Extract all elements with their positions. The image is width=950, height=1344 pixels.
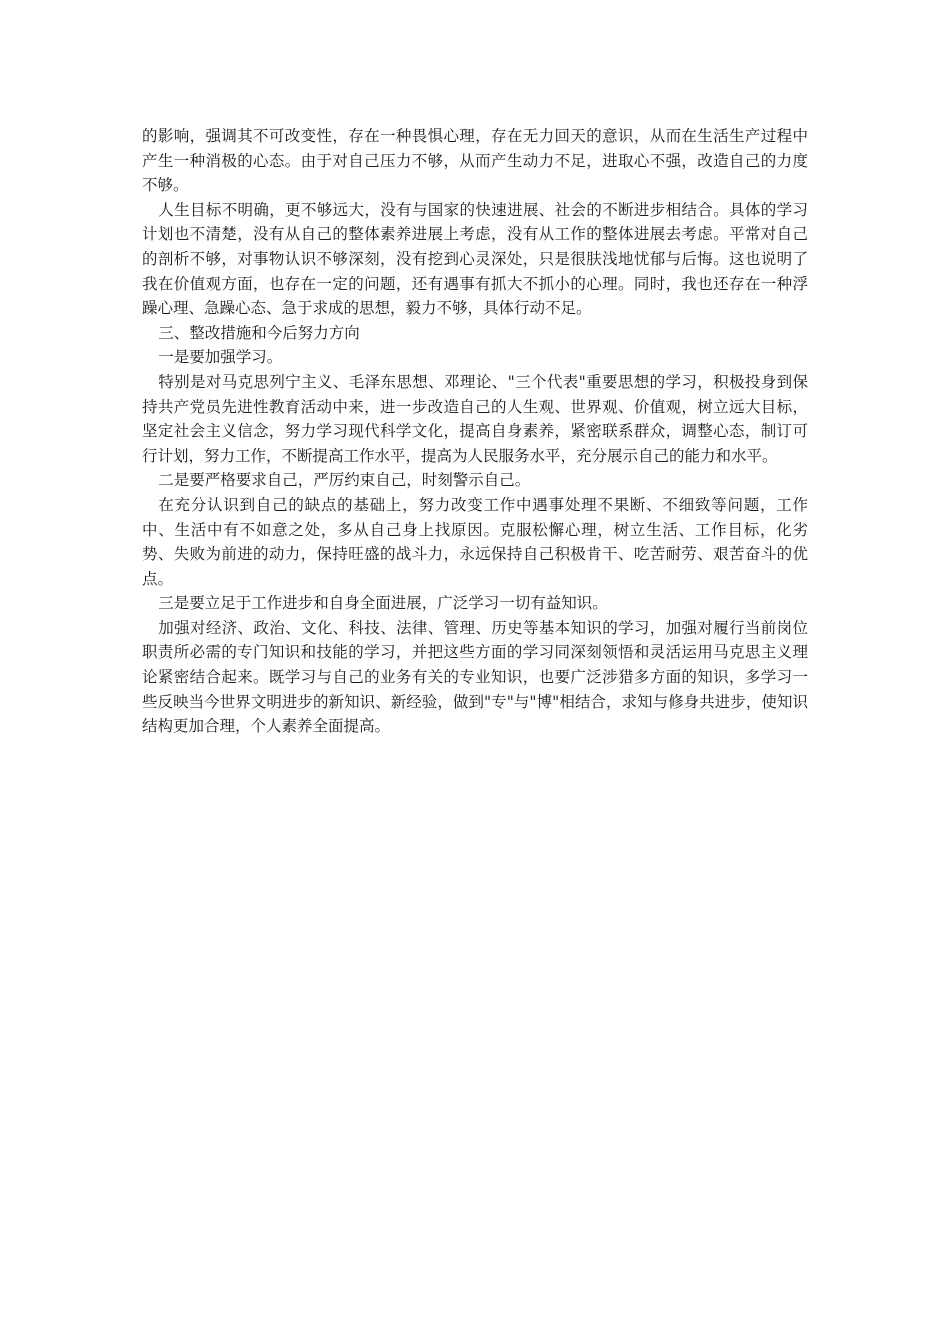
subheading-3: 三是要立足于工作进步和自身全面进展，广泛学习一切有益知识。	[158, 594, 608, 613]
subheading-1: 一是要加强学习。	[158, 348, 283, 367]
paragraph-5: 加强对经济、政治、文化、科技、法律、管理、历史等基本知识的学习，加强对履行当前岗位职责所必需的专门知识和技能的学习，并把这些方面的学习同深刻领悟和灵活运用马克思主义理论紧密结合起来。既学习与自己的业务有关的专业知识，也要广泛涉猎多方面的知识，多学习一些反映当今世界文明进步的新知识、新经验，做到"专"与"博"相结合，求知与修身共进步，使知识结构更加合理，个人素养全面提高。	[142, 618, 808, 736]
subheading-2: 二是要严格要求自己，严厉约束自己，时刻警示自己。	[158, 471, 531, 490]
paragraph-2: 人生目标不明确，更不够远大，没有与国家的快速进展、社会的不断进步相结合。具体的学习计划也不清楚，没有从自己的整体素养进展上考虑，没有从工作的整体进展去考虑。平常对自己的剖析不够，对事物认识不够深刻，没有挖到心灵深处，只是很肤浅地忧郁与后悔。这也说明了我在价值观方面，也存在一定的问题，还有遇事有抓大不抓小的心理。同时，我也还存在一种浮躁心理、急躁心态、急于求成的思想，毅力不够，具体行动不足。	[142, 200, 808, 318]
document-body	[142, 124, 808, 739]
section-heading: 三、整改措施和今后努力方向	[158, 323, 360, 342]
paragraph-4: 在充分认识到自己的缺点的基础上，努力改变工作中遇事处理不果断、不细致等问题，工作中、生活中有不如意之处，多从自己身上找原因。克服松懈心理，树立生活、工作目标，化劣势、失败为前进的动力，保持旺盛的战斗力，永远保持自己积极肯干、吃苦耐劳、艰苦奋斗的优点。	[142, 495, 808, 588]
paragraph-1: 的影响，强调其不可改变性，存在一种畏惧心理，存在无力回天的意识，从而在生活生产过程中产生一种消极的心态。由于对自己压力不够，从而产生动力不足，进取心不强，改造自己的力度不够。	[142, 127, 808, 195]
paragraph-3: 特别是对马克思列宁主义、毛泽东思想、邓理论、"三个代表"重要思想的学习，积极投身到保持共产党员先进性教育活动中来，进一步改造自己的人生观、世界观、价值观，树立远大目标，坚定社会主义信念，努力学习现代科学文化，提高自身素养，紧密联系群众，调整心态，制订可行计划，努力工作，不断提高工作水平，提高为人民服务水平，充分展示自己的能力和水平。	[142, 372, 808, 465]
